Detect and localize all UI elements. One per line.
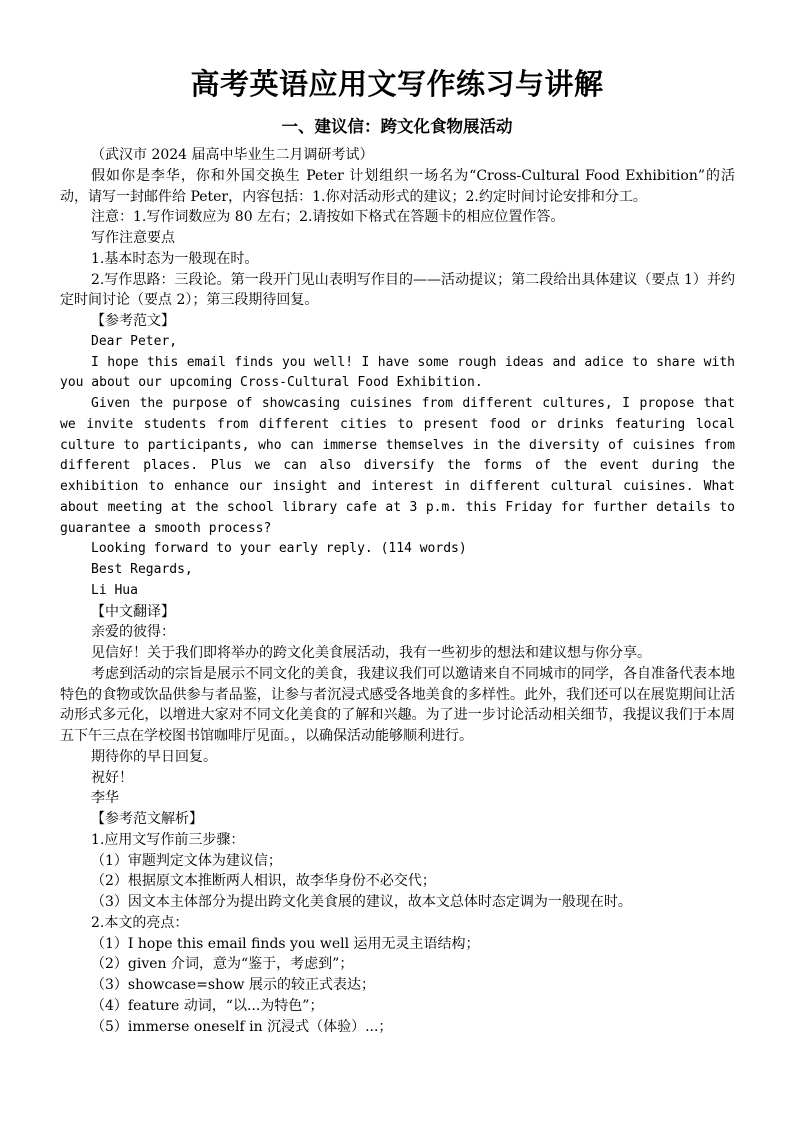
- essay-signature: Li Hua: [91, 582, 138, 598]
- reference-heading: 【参考范文】: [91, 313, 175, 329]
- translation-paragraph: 考虑到活动的宗旨是展示不同文化的美食，我建议我们可以邀请来自不同城市的同学，各自准备代表本地特色的食物或饮品供参与者品鉴，让参与者沉浸式感受各地美食的多样性。此外，我们还可以在展览期间让活动形式多元化，以增进大家对不同文化美食的了解和兴趣。为了进一步讨论活动相关细节，我提议我们于本周五下午三点在学校图书馆咖啡厅见面。，以确保活动能够顺利进行。: [60, 665, 735, 744]
- analysis-subheading: 1.应用文写作前三步骤：: [91, 831, 245, 848]
- highlight-item: （3）showcase=show 展示的较正式表达；: [91, 977, 375, 993]
- essay-greeting: Dear Peter,: [91, 333, 178, 349]
- tip-item: 2.写作思路：三段论。第一段开门见山表明写作目的——活动提议；第二段给出具体建议（要点 1）并约定时间讨论（要点 2）；第三段期待回复。: [60, 271, 735, 309]
- translation-paragraph: 期待你的早日回复。: [91, 748, 217, 765]
- translation-closing: 祝好！: [91, 769, 133, 786]
- tips-heading: 写作注意要点: [91, 230, 175, 246]
- translation-paragraph: 见信好！关于我们即将举办的跨文化美食展活动，我有一些初步的想法和建议想与你分享。: [91, 645, 651, 661]
- essay-paragraph: Looking forward to your early reply. (114 words): [91, 541, 467, 557]
- essay-closing: Best Regards,: [91, 562, 193, 577]
- analysis-step: （1）审题判定文体为建议信；: [91, 852, 282, 869]
- highlight-item: （1）I hope this email finds you well 运用无灵主语结构；: [91, 935, 480, 952]
- translation-heading: 【中文翻译】: [91, 603, 175, 620]
- tip-item: 1.基本时态为一般现在时。: [91, 250, 259, 267]
- document-body: [60, 145, 735, 1037]
- section-title: 一、建议信：跨文化食物展活动: [281, 117, 513, 136]
- analysis-step: （3）因文本主体部分为提出跨文化美食展的建议，故本文总体时态定调为一般现在时。: [91, 894, 632, 910]
- translation-signature: 李华: [91, 790, 119, 807]
- highlight-item: （4）feature 动词，“以...为特色”；: [91, 997, 324, 1014]
- page-title: 高考英语应用文写作练习与讲解: [190, 67, 604, 101]
- essay-paragraph: Given the purpose of showcasing cuisines from different cultures, I propose that we invite students from different cities to present food or drinks featuring local culture to participants, who can immerse themselves in the diversity of cuisines from different places. Plus we can also diversify the forms of the event during the exhibition to enhance our insight and interest in different cultural cuisines. What about meeting at the school library cafe at 3 p.m. this Friday for further details to guarantee a smooth process?: [60, 396, 735, 536]
- exam-source: （武汉市 2024 届高中毕业生二月调研考试）: [91, 147, 374, 163]
- analysis-subheading: 2.本文的亮点：: [91, 914, 189, 931]
- analysis-step: （2）根据原文本推断两人相识，故李华身份不必交代；: [91, 873, 436, 890]
- highlight-item: （2）given 介词，意为“鉴于，考虑到”；: [91, 956, 354, 973]
- translation-greeting: 亲爱的彼得：: [91, 624, 175, 641]
- essay-paragraph: I hope this email finds you well! I have some rough ideas and adice to share with you about our upcoming Cross-Cultural Food Exhibition.: [60, 354, 735, 391]
- writing-prompt: 假如你是李华，你和外国交换生 Peter 计划组织一场名为“Cross-Cultural Food Exhibition”的活动，请写一封邮件给 Peter，内容包括：1.你对活动形式的建议；2.约定时间讨论安排和分工。: [60, 167, 735, 205]
- highlight-item: （5）immerse oneself in 沉浸式（体验）...；: [91, 1018, 393, 1035]
- writing-notice: 注意：1.写作词数应为 80 左右；2.请按如下格式在答题卡的相应位置作答。: [91, 209, 565, 226]
- analysis-heading: 【参考范文解析】: [91, 811, 203, 827]
